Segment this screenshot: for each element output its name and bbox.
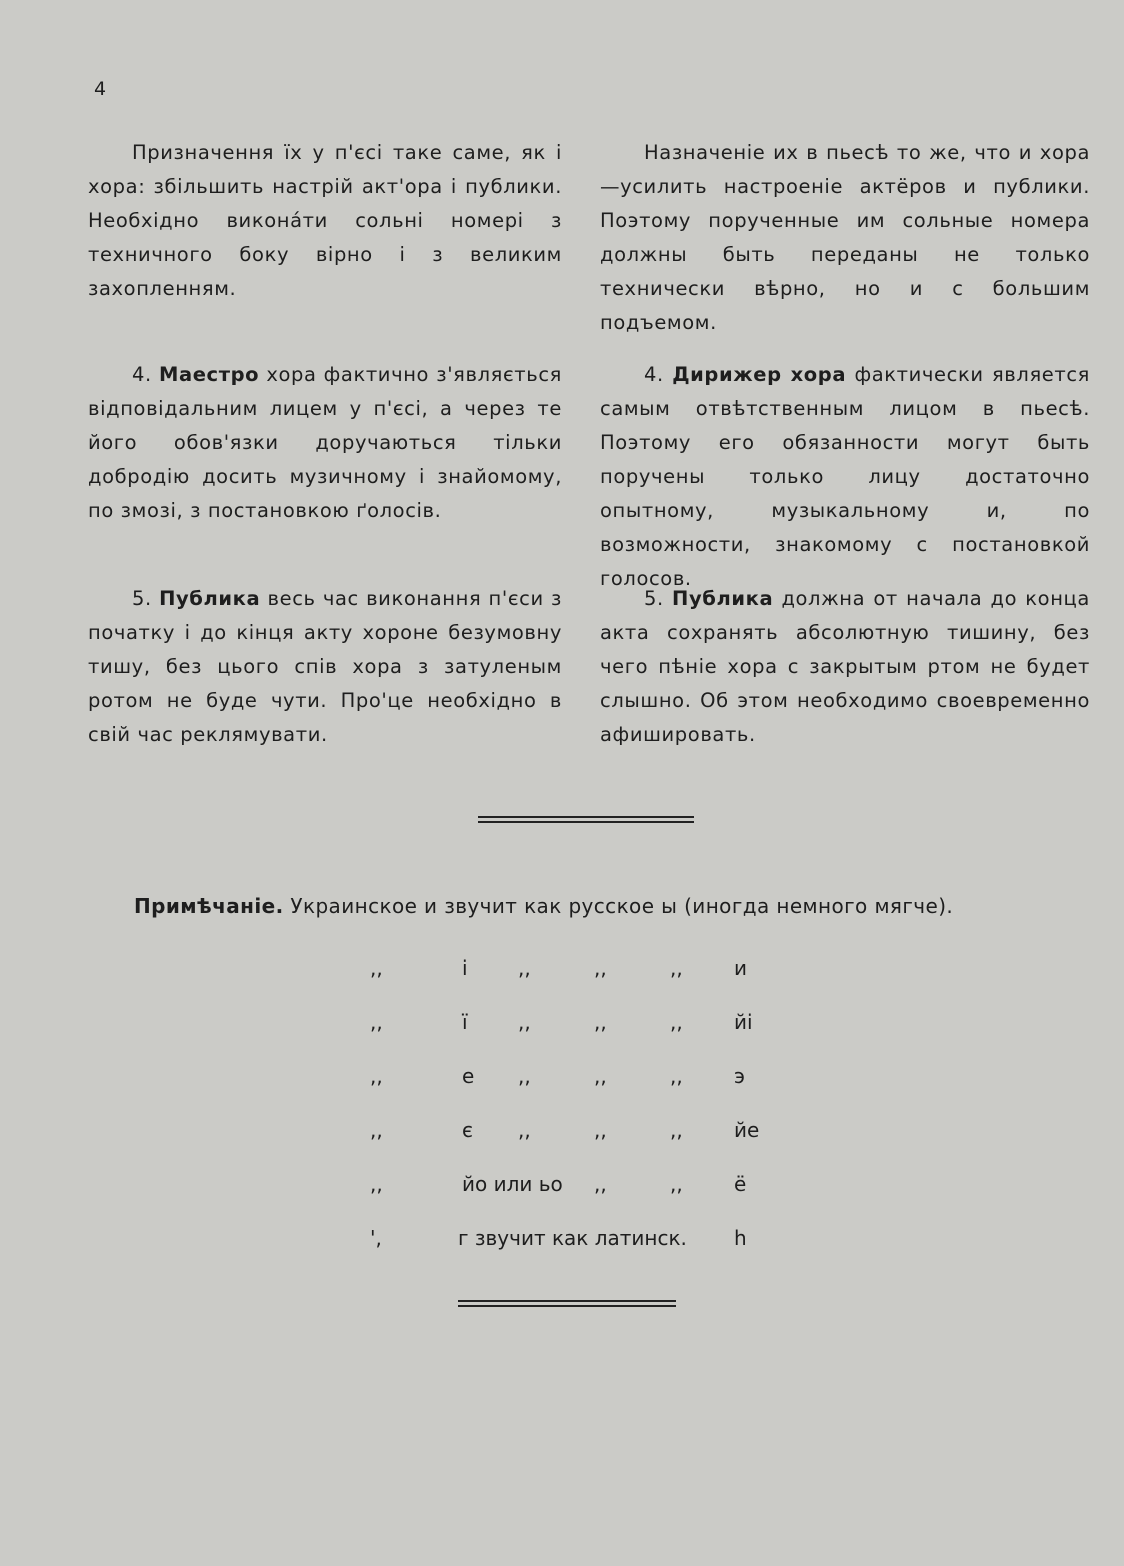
ditto-mark: ,,: [370, 1064, 383, 1088]
ditto-mark: ,,: [594, 1064, 607, 1088]
ukrainian-letter: і: [462, 956, 468, 980]
paragraph-text: фактически является самым отвѣтственным лицом в пьесѣ. Поэтому его обязанности могут быть поручены только лицу достаточно опытному, музыкальному и, по возможности, знакомому с постановкой голосов.: [600, 363, 1090, 590]
russian-equivalent: йе: [734, 1118, 760, 1142]
ditto-mark: ,,: [518, 1010, 531, 1034]
russian-column-item-4: [600, 358, 1090, 596]
ditto-mark: ,,: [670, 1010, 683, 1034]
russian-equivalent: ё: [734, 1172, 747, 1196]
note-line: [134, 894, 953, 918]
ditto-mark: ,,: [370, 1118, 383, 1142]
russian-equivalent: э: [734, 1064, 745, 1088]
ukrainian-column-item-4: [88, 358, 562, 528]
russian-paragraph-1: Назначеніе их в пьесѣ то же, что и хора—усилить настроеніе актёров и публики. Поэтому порученные им сольные номера должны быть переданы не только технически вѣрно, но и с большим подъемом.: [600, 141, 1090, 334]
paragraph-text: весь час виконання п'єси з початку і до кінця акту хороне безумовну тишу, без цього спів хора з затуленым ротом не буде чути. Про'це необхідно в свій час реклямувати.: [88, 587, 562, 746]
russian-equivalent: и: [734, 956, 747, 980]
ditto-mark: ,,: [518, 956, 531, 980]
ditto-mark: ,,: [670, 1172, 683, 1196]
ditto-mark: ,,: [370, 956, 383, 980]
divider-rule-bottom: [458, 1300, 676, 1307]
ditto-mark: ,,: [518, 1064, 531, 1088]
ukrainian-letter: г звучит как латинск.: [458, 1226, 687, 1250]
ukrainian-paragraph-1: Призначення їх у п'єсі таке саме, як і хора: збільшить настрій акт'ора і публики. Необхідно виконáти сольні номері з техничного боку вірно і з великим захопленням.: [88, 141, 562, 300]
note-label: Примѣчаніе.: [134, 894, 284, 918]
item-number: 5.: [132, 587, 152, 610]
ditto-mark: ,,: [670, 1118, 683, 1142]
bold-term: Публика: [672, 587, 774, 610]
item-number: 4.: [644, 363, 664, 386]
russian-equivalent: h: [734, 1226, 747, 1250]
ditto-mark: ,,: [370, 1010, 383, 1034]
ukrainian-letter: ї: [462, 1010, 468, 1034]
ditto-mark: ,,: [370, 1172, 383, 1196]
bold-term: Маестро: [158, 363, 260, 386]
ukrainian-letter: є: [462, 1118, 473, 1142]
ditto-mark: ,,: [518, 1118, 531, 1142]
bold-term: Публика: [159, 587, 261, 610]
note-text: Украинское и звучит как русское ы (иногда немного мягче).: [290, 894, 954, 918]
russian-equivalent: йі: [734, 1010, 753, 1034]
ukrainian-paragraph-3: [88, 582, 562, 752]
ukrainian-paragraph-2: [88, 358, 562, 528]
russian-column: [600, 136, 1090, 340]
russian-column-item-5: [600, 582, 1090, 752]
ditto-mark: ,,: [670, 956, 683, 980]
paragraph-text: хора фактично з'являється відповідальним лицем у п'єсі, а через те його обов'язки доручаються тільки добродію досить музичному і знайомому, по змозі, з постановкою ґолосів.: [88, 363, 562, 522]
russian-paragraph-2: [600, 358, 1090, 596]
russian-paragraph-3: [600, 582, 1090, 752]
ditto-mark: ,,: [594, 1172, 607, 1196]
bold-term: Дирижер хора: [672, 363, 847, 386]
page-number: 4: [94, 78, 107, 100]
item-number: 5.: [644, 587, 664, 610]
item-number: 4.: [132, 363, 152, 386]
ditto-mark: ,,: [594, 1118, 607, 1142]
divider-rule-top: [478, 816, 694, 823]
ditto-mark: ',: [370, 1226, 382, 1250]
ditto-mark: ,,: [670, 1064, 683, 1088]
ukrainian-column: [88, 136, 562, 306]
ukrainian-letter: е: [462, 1064, 475, 1088]
ukrainian-letter: йо или ьо: [462, 1172, 563, 1196]
ditto-mark: ,,: [594, 1010, 607, 1034]
paragraph-text: должна от начала до конца акта сохранять абсолютную тишину, без чего пѣніе хора с закрытым ртом не будет слышно. Об этом необходимо своевременно афишировать.: [600, 587, 1090, 746]
ditto-mark: ,,: [594, 956, 607, 980]
ukrainian-column-item-5: [88, 582, 562, 752]
